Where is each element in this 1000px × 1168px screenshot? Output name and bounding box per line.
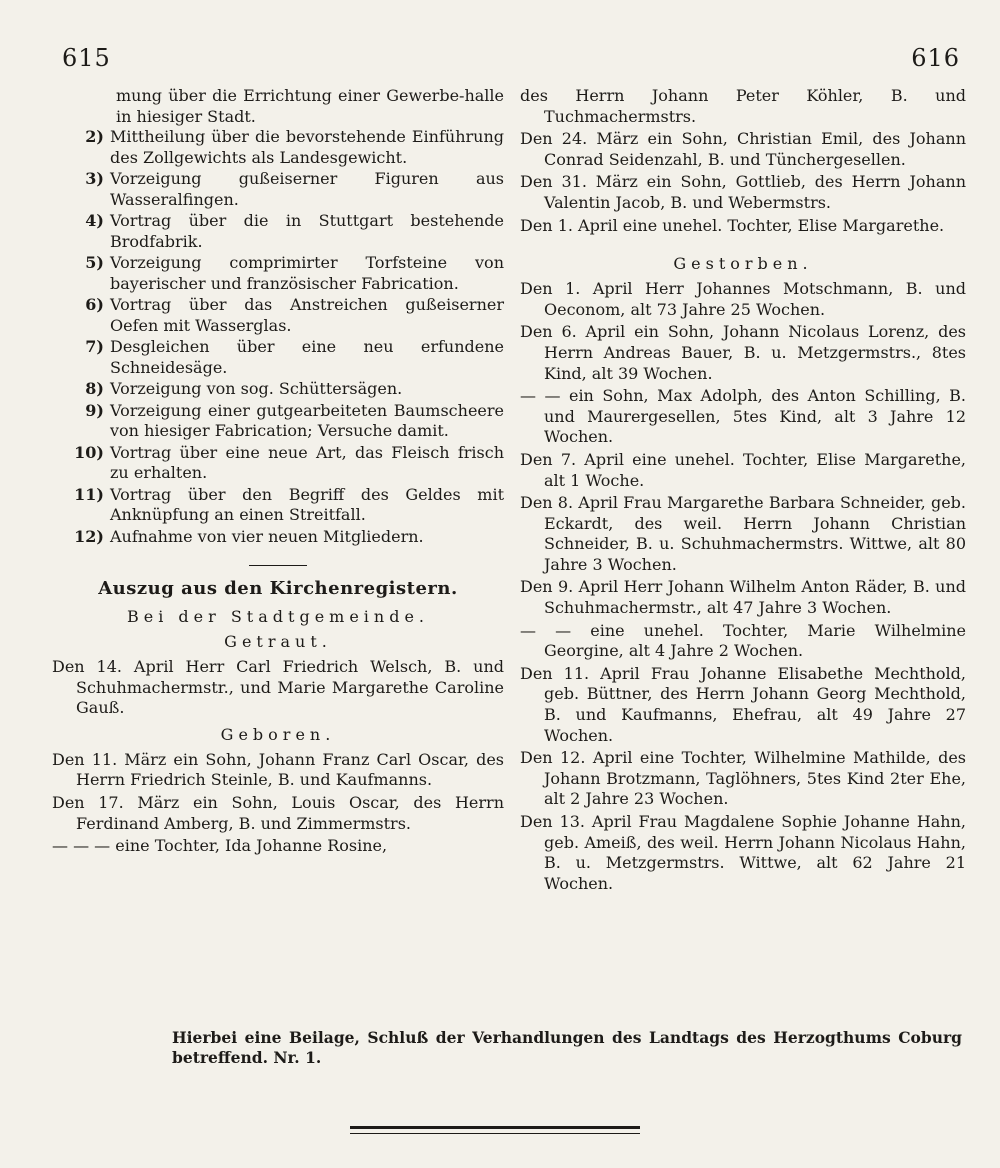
agenda-item-text: Aufnahme von vier neuen Mitgliedern. (110, 526, 424, 546)
agenda-item-number: 12) (74, 526, 104, 546)
agenda-item-text: Vortrag über das Anstreichen gußeiserner Oefen mit Wasserglas. (110, 295, 504, 335)
register-entry: Den 1. April eine unehel. Tochter, Elise Margarethe. (520, 215, 945, 235)
agenda-item (52, 169, 504, 210)
register-entry: Den 24. März ein Sohn, Christian Emil, des Johann Conrad Seidenzahl, B. und Tünchergesellen. (520, 129, 966, 169)
footer-note: Hierbei eine Beilage, Schluß der Verhandlungen des Landtags des Herzogthums Coburg betreffend. Nr. 1. (172, 1028, 962, 1067)
register-entry: Den 13. April Frau Magdalene Sophie Johanne Hahn, geb. Ameiß, des weil. Herrn Johann Nicolaus Hahn, B. u. Metzgermstrs. Wittwe, alt 62 Jahre 21 Wochen. (520, 812, 966, 893)
geboren-heading: Geboren. (220, 724, 336, 744)
agenda-item (52, 401, 504, 442)
page-number-left: 615 (62, 44, 111, 72)
register-entry: Den 9. April Herr Johann Wilhelm Anton Räder, B. und Schuhmachermstr., alt 47 Jahre 3 Wochen. (520, 577, 966, 618)
agenda-item (52, 485, 504, 526)
register-entry: Den 7. April eine unehel. Tochter, Elise Margarethe, alt 1 Woche. (520, 449, 966, 490)
register-entry: Den 8. April Frau Margarethe Barbara Schneider, geb. Eckardt, des weil. Herrn Johann Christian Schneider, B. u. Schuhmachermstrs. Wittwe, alt 80 Jahre 3 Wochen. (520, 493, 966, 574)
page-number-right: 616 (911, 44, 960, 72)
agenda-item-text: Vorzeigung gußeiserner Figuren aus Wasseralfingen. (110, 169, 504, 209)
register-entry: des Herrn Johann Peter Köhler, B. und Tuchmachermstrs. (520, 86, 966, 126)
register-entry: Den 1. April Herr Johannes Motschmann, B. und Oeconom, alt 73 Jahre 25 Wochen. (520, 279, 966, 319)
agenda-item-text: Mittheilung über die bevorstehende Einführung des Zollgewichts als Landesgewicht. (110, 127, 504, 167)
agenda-item-number: 5) (85, 253, 104, 272)
agenda-item-number: 8) (85, 379, 104, 398)
agenda-item-number: 11) (74, 484, 104, 504)
bottom-double-rule (350, 1126, 640, 1129)
agenda-item-number: 10) (74, 442, 104, 462)
left-column (52, 86, 504, 859)
agenda-item-number: 9) (85, 400, 104, 420)
right-column (520, 86, 966, 896)
register-entry: Den 6. April ein Sohn, Johann Nicolaus Lorenz, des Herrn Andreas Bauer, B. u. Metzgermstrs., 8tes Kind, alt 39 Wochen. (520, 322, 966, 383)
agenda-item-number: 3) (85, 169, 104, 188)
agenda-item (52, 337, 504, 378)
agenda-item (52, 127, 504, 168)
register-entry: — — ein Sohn, Max Adolph, des Anton Schilling, B. und Maurergesellen, 5tes Kind, alt 3 Jahre 12 Wochen. (520, 386, 966, 447)
agenda-item-continuation: mung über die Errichtung einer Gewerbe-halle in hiesiger Stadt. (116, 86, 504, 126)
agenda-item-text: Desgleichen über eine neu erfundene Schneidesäge. (110, 337, 504, 377)
register-entry: Den 11. April Frau Johanne Elisabethe Mechthold, geb. Büttner, des Herrn Johann Georg Mechthold, B. und Kaufmanns, Ehefrau, alt 49 Jahre 27 Wochen. (520, 663, 966, 745)
agenda-item-number: 2) (85, 127, 104, 146)
agenda-item (52, 379, 504, 400)
register-entry: Den 17. März ein Sohn, Louis Oscar, des Herrn Ferdinand Amberg, B. und Zimmermstrs. (52, 792, 504, 833)
agenda-item-number: 4) (85, 211, 104, 230)
agenda-item (52, 443, 504, 484)
agenda-item-text: Vorzeigung von sog. Schüttersägen. (110, 379, 403, 398)
agenda-item (52, 211, 504, 252)
register-entry: Den 14. April Herr Carl Friedrich Welsch, B. und Schuhmachermstr., und Marie Margarethe Caroline Gauß. (52, 657, 504, 718)
register-entry: Den 31. März ein Sohn, Gottlieb, des Herrn Johann Valentin Jacob, B. und Webermstrs. (520, 172, 966, 212)
subsection-title: Bei der Stadtgemeinde. (126, 607, 430, 626)
register-entry: — — — eine Tochter, Ida Johanne Rosine, (52, 836, 388, 856)
section-title: Auszug aus den Kirchenregistern. (98, 578, 458, 599)
agenda-item-number: 6) (85, 295, 104, 314)
agenda-item-text: Vortrag über den Begriff des Geldes mit Anknüpfung an einen Streitfall. (110, 484, 504, 524)
agenda-item (52, 253, 504, 294)
getraut-heading: Getraut. (224, 632, 332, 651)
agenda-item (52, 527, 504, 548)
register-entry: — — eine unehel. Tochter, Marie Wilhelmine Georgine, alt 4 Jahre 2 Wochen. (520, 620, 966, 661)
agenda-item-text: Vortrag über die in Stuttgart bestehende Brodfabrik. (110, 211, 504, 251)
agenda-list (52, 86, 504, 547)
register-entry: Den 11. März ein Sohn, Johann Franz Carl Oscar, des Herrn Friedrich Steinle, B. und Kaufmanns. (52, 749, 504, 790)
gestorben-heading: Gestorben. (673, 254, 813, 274)
agenda-item-number: 7) (85, 337, 104, 356)
agenda-item-text: Vortrag über eine neue Art, das Fleisch frisch zu erhalten. (110, 442, 504, 482)
agenda-item-text: Vorzeigung einer gutgearbeiteten Baumscheere von hiesiger Fabrication; Versuche damit. (110, 400, 504, 440)
register-entry: Den 12. April eine Tochter, Wilhelmine Mathilde, des Johann Brotzmann, Taglöhners, 5tes Kind 2ter Ehe, alt 2 Jahre 23 Wochen. (520, 748, 966, 809)
agenda-item-text: Vorzeigung comprimirter Torfsteine von bayerischer und französischer Fabrication. (110, 253, 504, 293)
section-divider (249, 565, 307, 566)
agenda-item (52, 295, 504, 336)
